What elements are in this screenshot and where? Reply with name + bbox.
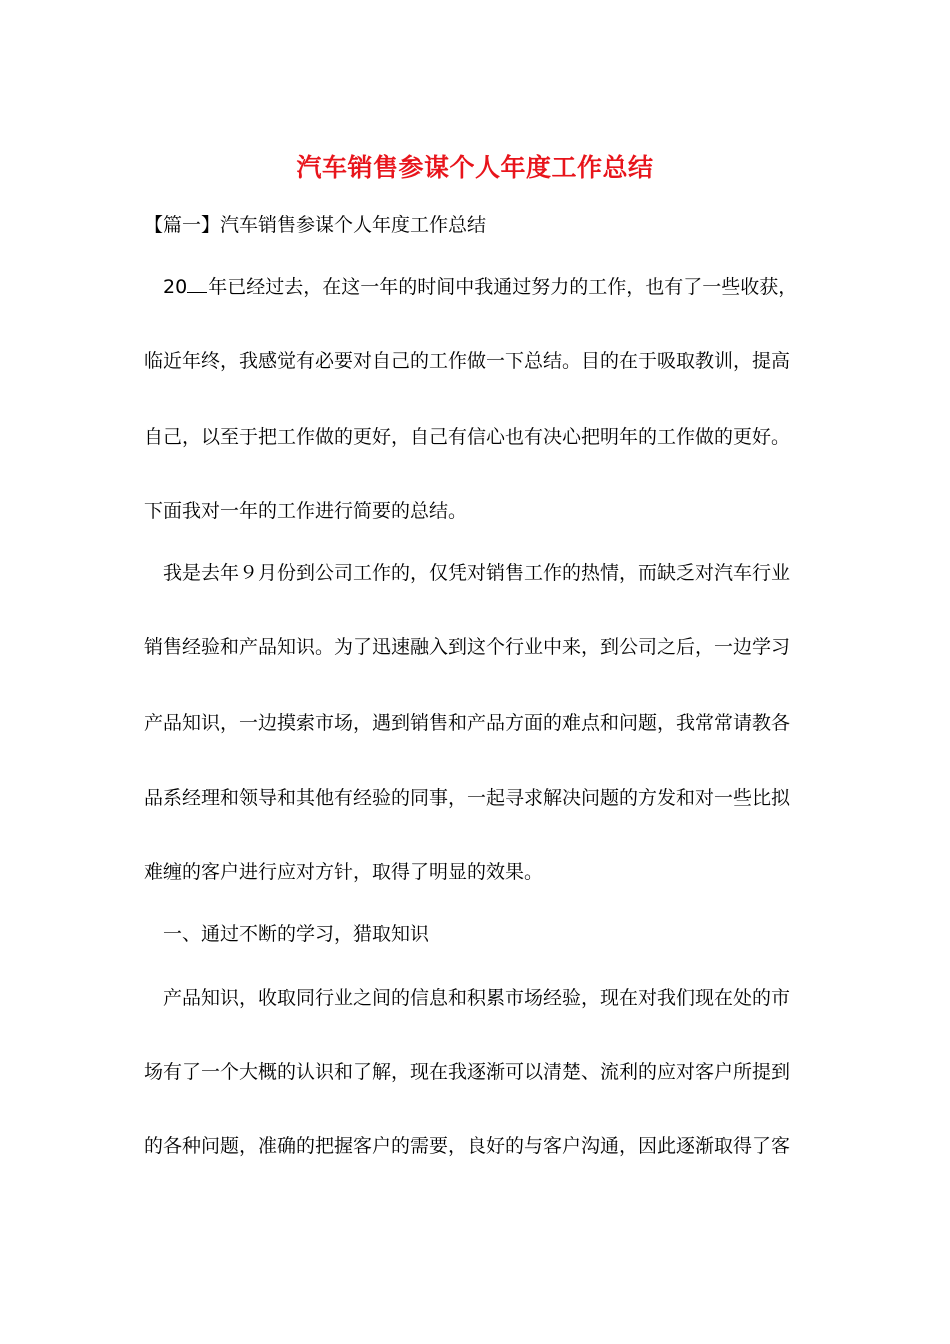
paragraph-line: 难缠的客户进行应对方针，取得了明显的效果。: [144, 861, 544, 883]
paragraph-line: 产品知识，收取同行业之间的信息和积累市场经验，现在对我们现在处的市: [163, 987, 791, 1009]
paragraph-line: [163, 274, 804, 300]
paragraph-line: 我是去年９月份到公司工作的，仅凭对销售工作的热情，而缺乏对汽车行业: [163, 562, 791, 584]
paragraph-line: 产品知识，一边摸索市场，遇到销售和产品方面的难点和问题，我常常请教各: [144, 712, 791, 734]
document-title: 汽车销售参谋个人年度工作总结: [296, 153, 654, 182]
paragraph-line: 自己，以至于把工作做的更好，自己有信心也有决心把明年的工作做的更好。: [144, 426, 791, 448]
section-heading: 【篇一】汽车销售参谋个人年度工作总结: [144, 214, 487, 236]
paragraph-line-text: 年已经过去，在这一年的时间中我通过努力的工作，也有了一些收获，: [208, 276, 798, 298]
paragraph-line: 下面我对一年的工作进行简要的总结。: [144, 500, 468, 522]
paragraph-line: 临近年终，我感觉有必要对自己的工作做一下总结。目的在于吸取教训，提高: [144, 350, 791, 372]
paragraph-line: 品系经理和领导和其他有经验的同事，一起寻求解决问题的方发和对一些比拟: [144, 787, 791, 809]
subheading: 一、通过不断的学习，猎取知识: [163, 923, 430, 945]
paragraph-line: 销售经验和产品知识。为了迅速融入到这个行业中来，到公司之后，一边学习: [144, 636, 791, 658]
year-blank: [187, 274, 207, 293]
year-prefix: 20: [163, 276, 188, 298]
paragraph-line: 场有了一个大概的认识和了解，现在我逐渐可以清楚、流利的应对客户所提到: [144, 1061, 791, 1083]
paragraph-line: 的各种问题，准确的把握客户的需要，良好的与客户沟通，因此逐渐取得了客: [144, 1135, 791, 1157]
